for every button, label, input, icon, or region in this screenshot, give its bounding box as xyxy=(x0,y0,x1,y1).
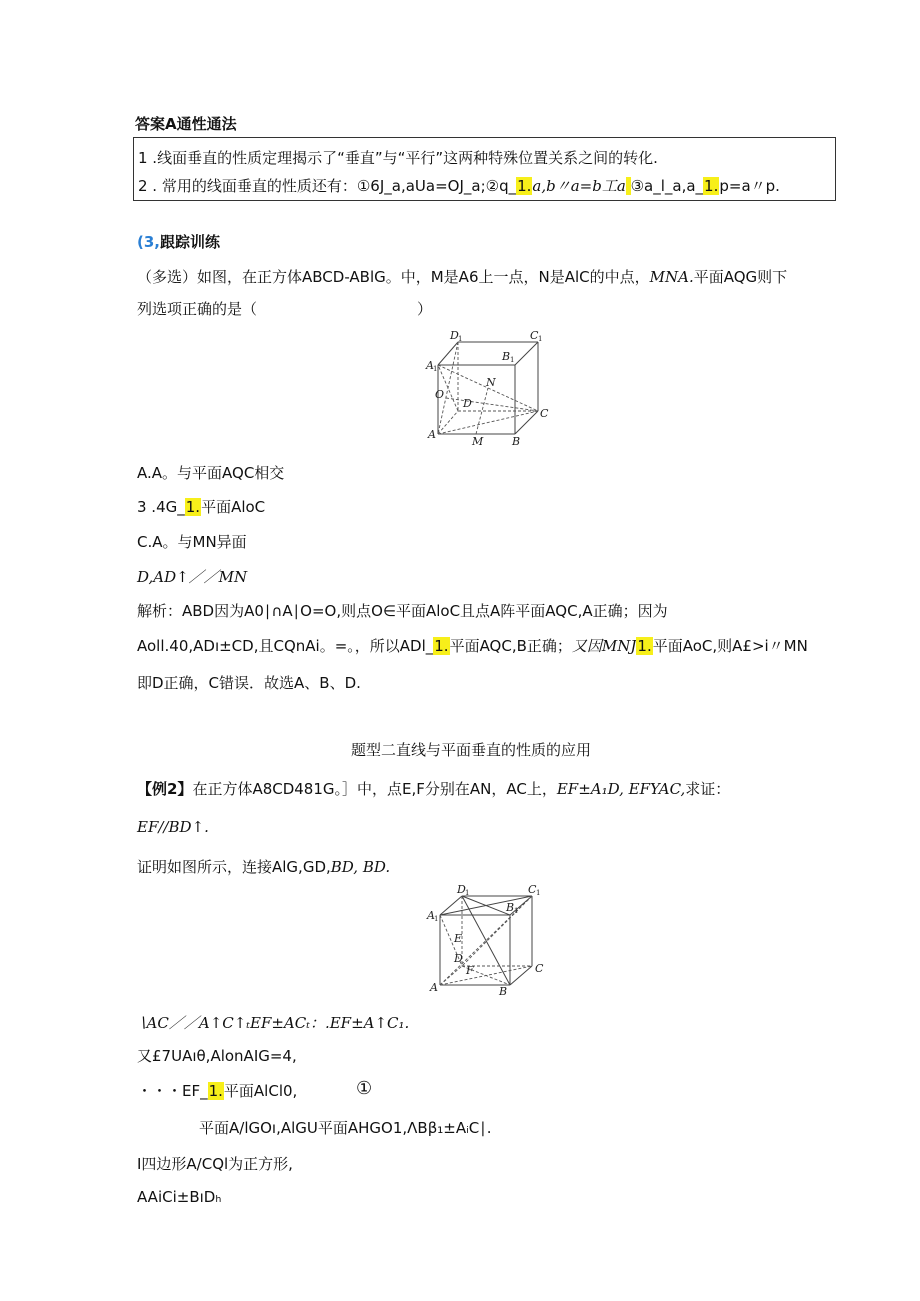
fig1-label-c: C xyxy=(540,407,549,420)
cube-figure-1 xyxy=(420,328,550,448)
fig2-label-e: E xyxy=(454,932,463,945)
fig2-label-c: C xyxy=(535,962,544,975)
fig1-label-b: B xyxy=(512,435,521,448)
fig2-label-f: F xyxy=(466,964,474,977)
option-a: A.A。与平面AQC相交 xyxy=(137,464,285,482)
analysis-line-1: 解析：ABD因为A0∣∩A∣O=O,则点O∈平面AloC且点A阵平面AQC,A正确；因为 xyxy=(137,602,668,620)
svg-text:1: 1 xyxy=(538,335,543,343)
svg-text:1: 1 xyxy=(465,889,470,897)
option-c: C.A。与MN异面 xyxy=(137,533,247,551)
fig1-label-a1: A xyxy=(426,359,434,372)
fig1-label-b1: B xyxy=(502,350,511,363)
method-line-2: 2 . 常用的线面垂直的性质还有：①6J_a,aUa=OJ_a;②q_1.a,b〃a=b工a ③a_l_a,a_1.p=a〃p. xyxy=(138,177,780,195)
step-1: ∖AC／／A↑C↑ₜEF±ACₜ：.EF±A↑C₁. xyxy=(137,1014,410,1032)
analysis-line-2: Aoll.40,ADı±CD,且CQnAi。=。，所以ADl_1.平面AQC,B正确；又因MNJ1.平面AoC,则A£>i〃MN xyxy=(137,637,808,655)
svg-text:1: 1 xyxy=(510,356,515,364)
fig1-label-n: N xyxy=(486,376,496,389)
training-marker: (3, xyxy=(137,233,160,251)
question-line-2: 列选项正确的是（ ） xyxy=(137,300,433,318)
answer-title: 答案A通性通法 xyxy=(135,115,237,133)
question-line-1: （多选）如图，在正方体ABCD-ABlG。中，M是A6上一点，N是AlC的中点，MNA.平面AQG则下 xyxy=(137,268,788,286)
step-2: 又£7UAıθ,AlonAIG=4, xyxy=(137,1047,297,1065)
option-b: 3 .4G_1.平面AloC xyxy=(137,498,266,516)
step-3-marker: ① xyxy=(356,1078,373,1099)
fig1-label-a: A xyxy=(428,428,436,441)
step-6: AAiCi±BıDₕ xyxy=(137,1188,222,1206)
fig2-label-c1: C xyxy=(528,883,537,896)
training-heading: (3,跟踪训练 xyxy=(137,233,221,251)
analysis-line-3: 即D正确，C错误．故选A、B、D. xyxy=(137,674,361,692)
fig1-label-d: D xyxy=(463,397,472,410)
fig2-label-a: A xyxy=(430,981,438,994)
svg-text:1: 1 xyxy=(536,889,541,897)
cube-figure-2 xyxy=(424,882,550,998)
example-line-2: EF//BD↑. xyxy=(137,818,209,836)
fig1-label-c1: C xyxy=(530,329,539,342)
fig2-label-b1: B xyxy=(506,901,515,914)
option-d: D,AD↑／／MN xyxy=(137,568,248,586)
fig2-label-a1: A xyxy=(427,909,435,922)
fig2-label-d: D xyxy=(454,952,463,965)
step-4: 平面A/lGOı,AlGU平面AHGO1,ΛBβ₁±AᵢC∣. xyxy=(199,1119,492,1137)
svg-text:1: 1 xyxy=(514,907,519,915)
svg-text:1: 1 xyxy=(433,365,438,373)
method-line-1: 1 .线面垂直的性质定理揭示了“垂直”与“平行”这两种特殊位置关系之间的转化. xyxy=(138,149,658,167)
fig2-label-b: B xyxy=(499,985,508,998)
example-line-1: 【例2】在正方体A8CD481G。］中，点E,F分别在AN，AC上，EF±A₁D, EFYAC,求证： xyxy=(137,780,731,798)
svg-text:1: 1 xyxy=(458,335,463,343)
section-title: 题型二直线与平面垂直的性质的应用 xyxy=(351,741,592,759)
step-5: I四边形A/CQl为正方形, xyxy=(137,1155,293,1173)
fig1-label-d1: D xyxy=(450,329,459,342)
step-3: ・・・EF_1.平面AlCl0, xyxy=(137,1082,298,1100)
fig2-label-d1: D xyxy=(457,883,466,896)
fig1-label-o: O xyxy=(435,388,445,401)
proof-line-1: 证明如图所示，连接AlG,GD,BD, BD. xyxy=(137,858,391,876)
method-box xyxy=(133,137,836,201)
fig1-label-m: M xyxy=(472,435,484,448)
svg-text:1: 1 xyxy=(434,915,439,923)
